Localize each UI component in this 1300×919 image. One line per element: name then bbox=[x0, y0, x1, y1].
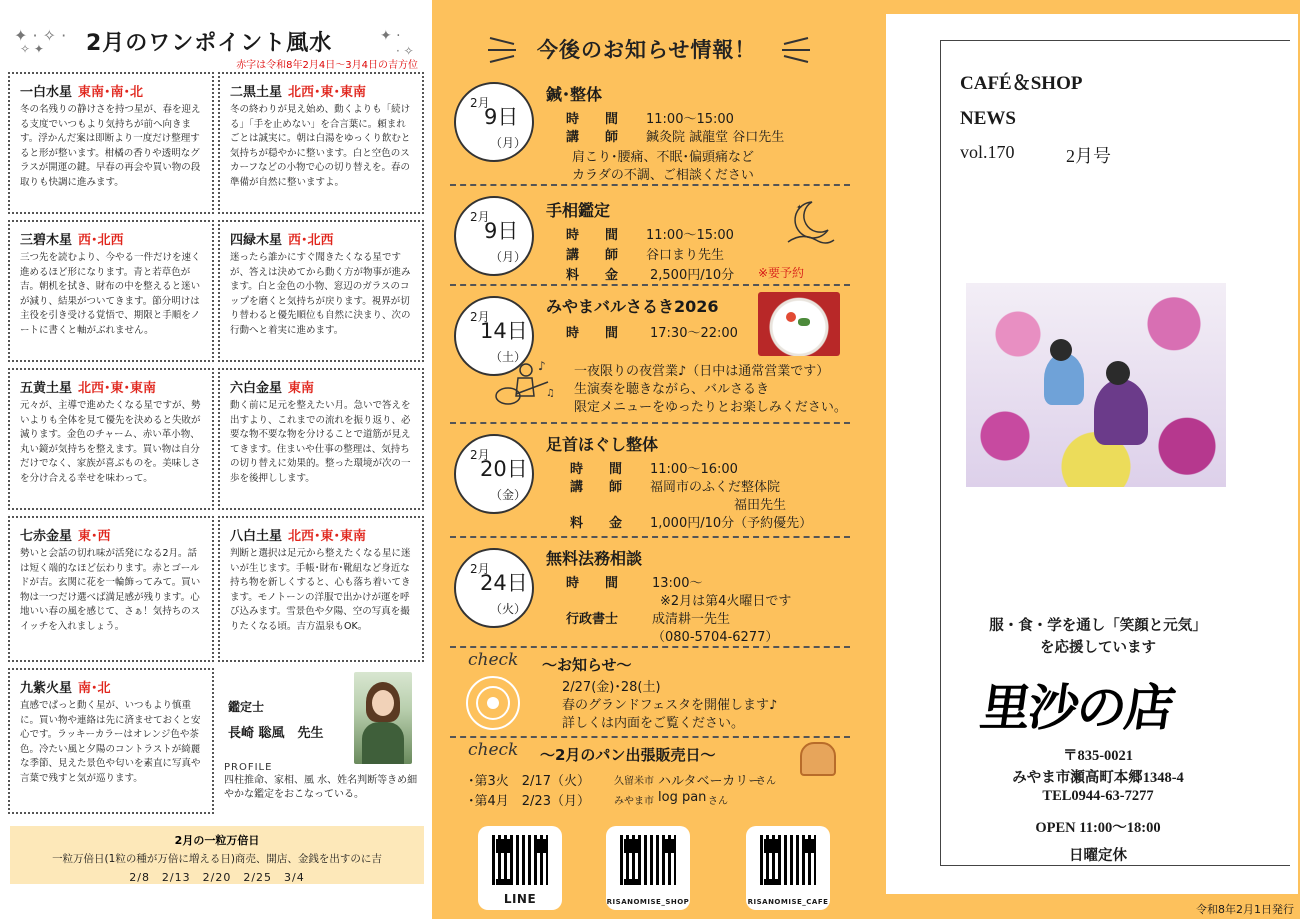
star-cell bbox=[8, 368, 214, 510]
moon-hand-icon bbox=[782, 196, 838, 252]
star-advice: 直感でぱっと動く星が、いつもより慎重に。買い物や連絡は先に済ませておくと安心です。ラッキーカラーはオレンジ色や茶色。冷たい風と夕陽のコントラストが綺麗な季節、見えた景色や匂いを素直に写真や言葉で残すと気が巡ります。 bbox=[20, 700, 201, 784]
row-value: 鍼灸院 誠龍堂 谷口先生 bbox=[646, 130, 785, 145]
lucky-direction: 北西･東･東南 bbox=[288, 529, 367, 544]
star-name: 九紫火星 bbox=[20, 681, 73, 696]
check-label: check bbox=[468, 740, 519, 760]
fengshui-title: 2月のワンポイント風水 bbox=[86, 31, 333, 56]
dish-photo bbox=[758, 292, 840, 356]
event-detail: 一夜限りの夜営業♪（日中は通常営業です） bbox=[574, 364, 830, 379]
slogan: 服・食・学を通し「笑顔と元気」 bbox=[989, 618, 1207, 634]
row-value: 13:00～ bbox=[652, 576, 703, 591]
date-badge: 2月 9日 （月） bbox=[454, 82, 534, 162]
star-name: 七赤金星 bbox=[20, 529, 73, 544]
postal-code: 〒835-0021 bbox=[1062, 748, 1134, 764]
bread-title: ～2月のパン出張販売日～ bbox=[540, 746, 716, 764]
ichiryu-title: 2月の一粒万倍日 bbox=[174, 834, 260, 847]
svg-text:✦: ✦ bbox=[796, 203, 803, 212]
check-label: check bbox=[468, 650, 519, 670]
star-cell bbox=[218, 72, 424, 214]
qr-caption: RISANOMISE_CAFE bbox=[747, 898, 829, 906]
star-cell bbox=[218, 368, 424, 510]
divider bbox=[450, 736, 850, 738]
profile-label: PROFILE bbox=[224, 762, 273, 773]
lucky-direction: 東南･南･北 bbox=[78, 85, 144, 100]
svg-text:♪: ♪ bbox=[538, 359, 546, 373]
shop-logo: 里沙の店 bbox=[976, 679, 1177, 737]
bread-icon bbox=[800, 742, 836, 776]
slogan: を応援しています bbox=[1040, 640, 1156, 656]
bread-suffix: さん bbox=[708, 796, 728, 807]
lucky-direction: 西･北西 bbox=[78, 233, 124, 248]
row-label: 行政書士 bbox=[566, 612, 619, 627]
qr-code-icon bbox=[489, 832, 551, 888]
star-cell bbox=[218, 220, 424, 362]
issue-date: 令和8年2月1日発行 bbox=[1196, 903, 1294, 916]
event-detail: 限定メニューをゆったりとお楽しみください。 bbox=[574, 400, 847, 415]
lucky-direction: 東･西 bbox=[78, 529, 111, 544]
bread-shop: ハルタベーカリー bbox=[658, 774, 762, 789]
row-label: 時 間 bbox=[566, 576, 619, 591]
event-detail: カラダの不調、ご相談ください bbox=[572, 168, 754, 183]
info-text: 春のグランドフェスタを開催します♪ bbox=[562, 698, 778, 713]
event-title: 鍼･整体 bbox=[546, 85, 603, 104]
lucky-direction: 東南 bbox=[288, 381, 315, 396]
profile-text: 四柱推命、家相、風 水、姓名判断等きめ細やかな鑑定をおこなっている。 bbox=[224, 775, 418, 800]
ichiryu-dates: 2/8 2/13 2/20 2/25 3/4 bbox=[129, 871, 305, 884]
mandala-icon bbox=[464, 674, 522, 732]
star-cell bbox=[8, 72, 214, 214]
event-title: 手相鑑定 bbox=[546, 201, 611, 220]
star-advice: 動く前に足元を整えたい月。急いで答えを出すより、これまでの流れを振り返り、必要な物不要な物を分けることで道筋が見えてきます。住まいや仕事の整理は、気持ちの切り替えに効果的。整った環境が次の一歩を後押しします。 bbox=[230, 400, 411, 484]
date-badge: 2月 24日 （火） bbox=[454, 548, 534, 628]
date-badge: 2月 20日 （金） bbox=[454, 434, 534, 514]
burst-right-icon bbox=[766, 24, 814, 72]
event-detail: 生演奏を聴きながら、バルさるき bbox=[574, 382, 770, 397]
row-value: 福岡市のふくだ整体院 bbox=[650, 480, 781, 495]
ichiryu-description: 一粒万倍日(1粒の種が万倍に増える日)商売、開店、金銭を出すのに吉 bbox=[52, 853, 382, 865]
doll-figure bbox=[1094, 379, 1148, 445]
date-badge: 2月 14日 （土） bbox=[454, 296, 534, 376]
bread-suffix: さん bbox=[756, 776, 776, 787]
row-label: 料 金 bbox=[570, 516, 623, 531]
divider bbox=[450, 184, 850, 186]
opening-hours: OPEN 11:00～18:00 bbox=[1035, 820, 1161, 836]
star-icon: ✦ · bbox=[380, 28, 401, 44]
star-advice: 元々が、主導で進めたくなる星ですが、勢いよりも全体を見て優先を決めると失敗が減ります。金色のチャーム、赤い革小物、丸い鏡が気持ちを整えます。買い物は自分だけでなく、家族が喜ぶものを。美味しさを分け合える幸せを味わって。 bbox=[20, 400, 201, 484]
doll-figure bbox=[1044, 353, 1084, 405]
cover-panel bbox=[864, 0, 1300, 919]
event-detail: 肩こり･腰痛、不眠･偏頭痛など bbox=[572, 150, 755, 165]
row-value: 11:00～15:00 bbox=[646, 228, 734, 243]
row-label: 時 間 bbox=[566, 326, 619, 341]
fengshui-panel bbox=[0, 0, 432, 919]
star-cell bbox=[8, 668, 214, 814]
shop-instagram-qr-card[interactable] bbox=[606, 826, 690, 910]
divider bbox=[450, 284, 850, 286]
row-value: 成清耕一先生 bbox=[652, 612, 731, 627]
doll-head bbox=[1050, 339, 1072, 361]
fortune-teller-role: 鑑定士 bbox=[228, 700, 265, 714]
row-label: 講 師 bbox=[566, 248, 619, 263]
date-badge: 2月 9日 （月） bbox=[454, 196, 534, 276]
row-label: 講 師 bbox=[570, 480, 623, 495]
row-value: 11:00～16:00 bbox=[650, 462, 738, 477]
star-advice: 三つ先を読むより、今やる一件だけを速く進めるほど形になります。青と若草色が吉。朝机を拭き、財布の中を整えると迷いが減り、結果がついてきます。節分明けは主役を引き受ける覚悟で、期限と手順をノートに書くと軸がぶれません。 bbox=[20, 252, 201, 336]
svg-text:♫: ♫ bbox=[546, 388, 555, 399]
star-name: 四緑木星 bbox=[230, 233, 283, 248]
event-detail: 福田先生 bbox=[734, 498, 787, 513]
row-label: 時 間 bbox=[566, 112, 619, 127]
row-label: 時 間 bbox=[566, 228, 619, 243]
row-value: 2,500円/10分 bbox=[650, 268, 735, 283]
row-value: 谷口まり先生 bbox=[646, 248, 725, 263]
cover-heading: CAFÉ＆SHOP bbox=[960, 73, 1083, 94]
constellation-icon: ✦ · ✧ · bbox=[14, 26, 67, 45]
row-label: 時 間 bbox=[570, 462, 623, 477]
row-label: 料 金 bbox=[566, 268, 619, 283]
volume-number: vol.170 bbox=[960, 142, 1015, 162]
star-advice: 迷ったら誰かにすぐ聞きたくなる星ですが、答えは決めてから動く方が物事が進みます。白と金色の小物、窓辺のガラスのコップを磨くと気持ちが戻ります。視界が切り替わると優先順位も自然に決まり、次の行動へと着実に進めます。 bbox=[230, 252, 411, 336]
event-title: 足首ほぐし整体 bbox=[546, 435, 659, 454]
star-name: 六白金星 bbox=[230, 381, 283, 396]
star-cell bbox=[8, 220, 214, 362]
event-detail: （080-5704-6277） bbox=[652, 630, 779, 645]
divider bbox=[450, 646, 850, 648]
qr-code-icon bbox=[617, 832, 679, 888]
lucky-direction: 北西･東･東南 bbox=[288, 85, 367, 100]
bread-date: ･第3火 2/17（火） bbox=[468, 774, 590, 789]
event-title: みやまバルさるき2026 bbox=[546, 297, 719, 316]
qr-code-icon bbox=[757, 832, 819, 888]
star-cell bbox=[218, 516, 424, 662]
reservation-note: ※要予約 bbox=[758, 266, 805, 280]
fortune-teller-photo bbox=[354, 672, 412, 764]
address: みやま市瀬高町本郷1348-4 bbox=[1012, 770, 1184, 786]
star-icon: ✧ ✦ bbox=[20, 42, 44, 56]
info-title: ～お知らせ～ bbox=[542, 656, 632, 674]
bread-date: ･第4月 2/23（月） bbox=[468, 794, 590, 809]
star-advice: 冬の終わりが見え始め、動くよりも「続ける」「手を止めない」を合言葉に。頼まれごとは誠実に。朝は白湯をゆっくり飲むと気持ちが穏やかに整います。白と空色のスカーフなどの小物で心の切り替えを。春の準備が自然に整いますよ。 bbox=[230, 104, 411, 188]
star-name: 二黒土星 bbox=[230, 85, 283, 100]
guitarist-icon bbox=[488, 356, 560, 414]
star-advice: 勢いと会話の切れ味が活発になる2月。話は短く端的なほど伝わります。赤とゴールドが吉。玄関に花を一輪飾ってみて。買い物は一つだけ選べば満足感が残ります。心地いい春の風を感じて、さぁ！気持ちのスイッチを入れましょう。 bbox=[20, 548, 201, 632]
info-text: 詳しくは内面をご覧ください。 bbox=[562, 716, 745, 731]
cover-heading: NEWS bbox=[960, 108, 1016, 129]
info-dates: 2/27(金)･28(土) bbox=[562, 680, 661, 695]
news-title: 今後のお知らせ情報！ bbox=[537, 38, 757, 62]
event-title: 無料法務相談 bbox=[546, 549, 643, 568]
ichiryu-manbaibi-box bbox=[10, 826, 424, 884]
line-qr-card[interactable] bbox=[478, 826, 562, 910]
bread-shop: log pan bbox=[658, 790, 707, 805]
star-icon: · ✧ bbox=[396, 44, 414, 58]
doll-head bbox=[1106, 361, 1130, 385]
star-cell bbox=[8, 516, 214, 662]
star-name: 八白土星 bbox=[230, 529, 283, 544]
row-value: 17:30～22:00 bbox=[650, 326, 738, 341]
divider bbox=[450, 422, 850, 424]
row-value: 11:00～15:00 bbox=[646, 112, 734, 127]
star-name: 一白水星 bbox=[20, 85, 73, 100]
row-value: 1,000円/10分（予約優先） bbox=[650, 516, 813, 531]
star-name: 三碧木星 bbox=[20, 233, 73, 248]
fortune-teller-name: 長崎 聡風 先生 bbox=[228, 726, 324, 741]
star-advice: 冬の名残りの静けさを持つ星が、春を迎える支度でいつもより気持ちが前へ向きます。浮かんだ案は即断より一度だけ整理すると形が整います。柑橘の香りや透明なグラスが開運の鍵。早春の再会や買い物の段取りも快調に進みます。 bbox=[20, 104, 201, 188]
hina-doll-painting bbox=[966, 283, 1226, 487]
event-detail: ※2月は第4火曜日です bbox=[660, 594, 792, 609]
row-label: 講 師 bbox=[566, 130, 619, 145]
qr-caption: RISANOMISE_SHOP bbox=[606, 898, 690, 906]
lucky-direction: 北西･東･東南 bbox=[78, 381, 157, 396]
phone: TEL0944-63-7277 bbox=[1042, 788, 1154, 804]
news-panel bbox=[432, 0, 864, 919]
bread-city: 久留米市 bbox=[614, 776, 654, 787]
lucky-direction: 西･北西 bbox=[288, 233, 334, 248]
qr-caption: LINE bbox=[503, 892, 537, 906]
closed-day: 日曜定休 bbox=[1069, 848, 1127, 864]
lucky-direction: 南･北 bbox=[78, 681, 111, 696]
cafe-instagram-qr-card[interactable] bbox=[746, 826, 830, 910]
bread-city: みやま市 bbox=[614, 796, 654, 807]
burst-left-icon bbox=[484, 24, 532, 72]
star-name: 五黄土星 bbox=[20, 381, 73, 396]
star-advice: 判断と選択は足元から整えたくなる星に迷いが生じます。手帳･財布･靴紐など身近な持ち物を新しくすると、心も落ち着いてきます。モノトーンの洋服で出かけが運を呼び込みます。雪景色や夕陽、空の写真を撮りたくなる頃。吉方温泉もOK。 bbox=[230, 548, 411, 632]
issue-month: 2月号 bbox=[1066, 146, 1111, 166]
lucky-direction-note: 赤字は令和8年2月4日～3月4日の吉方位 bbox=[236, 60, 418, 71]
divider bbox=[450, 536, 850, 538]
